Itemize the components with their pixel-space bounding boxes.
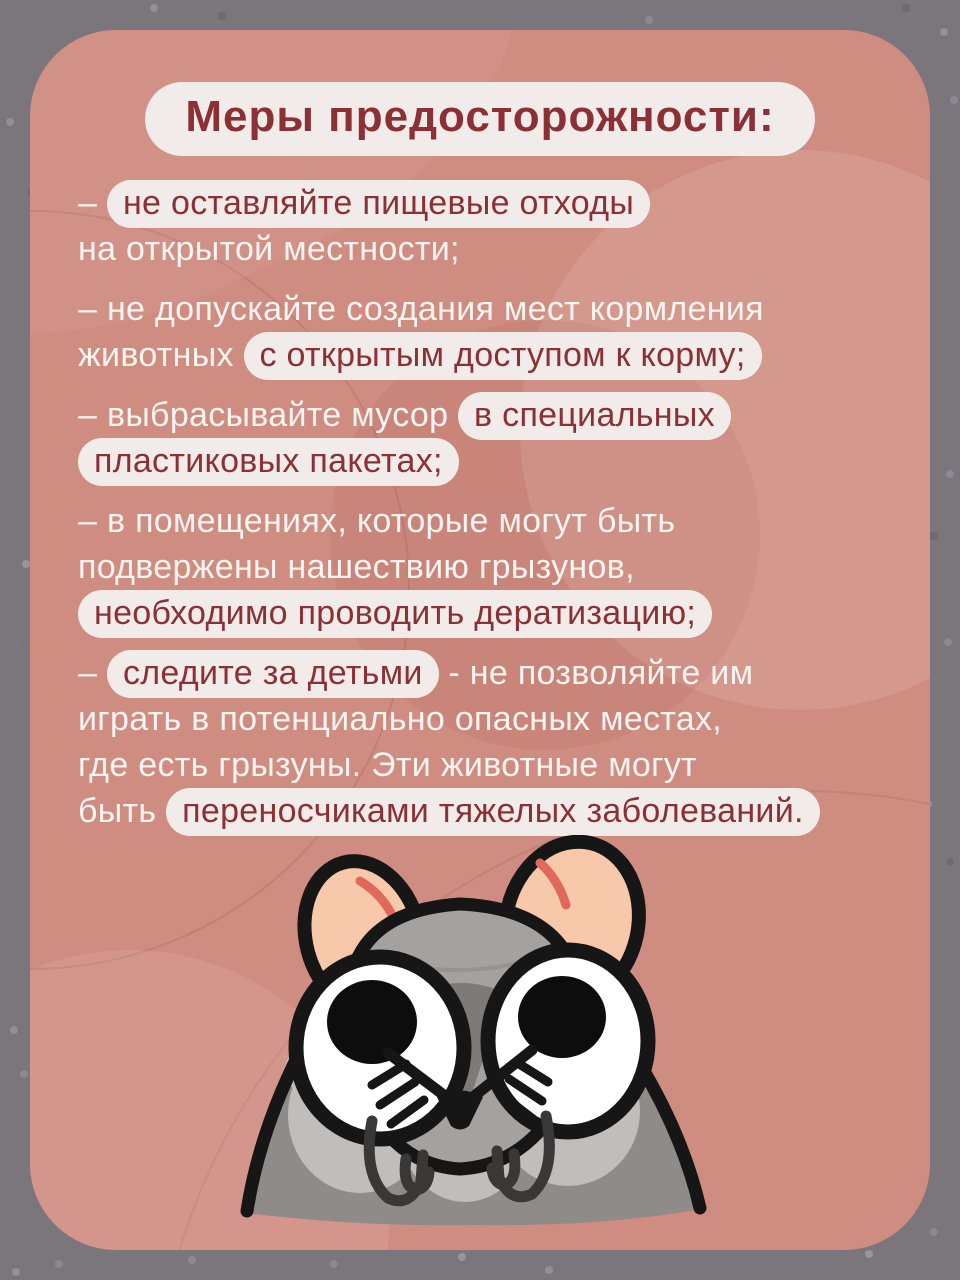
bullet-item [78, 498, 912, 636]
plain-text: – в помещениях, которые могут быть [78, 502, 676, 540]
bullet-item [78, 392, 912, 484]
bullet-item [78, 286, 912, 378]
plain-text: – выбрасывайте мусор [78, 396, 459, 434]
bullet-list [78, 180, 912, 848]
bullet-item [78, 650, 912, 834]
plain-text: – [78, 184, 107, 222]
highlighted-text: следите за детьми [107, 650, 439, 698]
highlighted-text: пластиковых пакетах; [78, 438, 459, 486]
mouse-eye-left [296, 957, 464, 1139]
plain-text: подвержены нашествию грызунов, [78, 548, 635, 586]
dot-texture [0, 0, 8, 8]
plain-text: – не допускайте создания мест кормления [78, 290, 764, 328]
highlighted-text: с открытым доступом к корму; [244, 332, 762, 380]
plain-text: на открытой местности; [78, 230, 460, 268]
mouse-illustration [210, 835, 770, 1250]
plain-text: – [78, 654, 107, 692]
title-container [30, 82, 930, 156]
highlighted-text: необходимо проводить дератизацию; [78, 590, 712, 638]
plain-text: играть в потенциально опасных местах, [78, 700, 723, 738]
plain-text: животных [78, 336, 244, 374]
bullet-item [78, 180, 912, 272]
poster-card [30, 30, 930, 1250]
plain-text: - не позволяйте им [438, 654, 754, 692]
highlighted-text: не оставляйте пищевые отходы [107, 180, 650, 228]
plain-text: быть [78, 792, 167, 830]
highlighted-text: переносчиками тяжелых заболеваний. [166, 788, 820, 836]
highlighted-text: в специальных [458, 392, 731, 440]
plain-text: где есть грызуны. Эти животные могут [78, 746, 697, 784]
page-title: Меры предосторожности: [145, 82, 814, 156]
